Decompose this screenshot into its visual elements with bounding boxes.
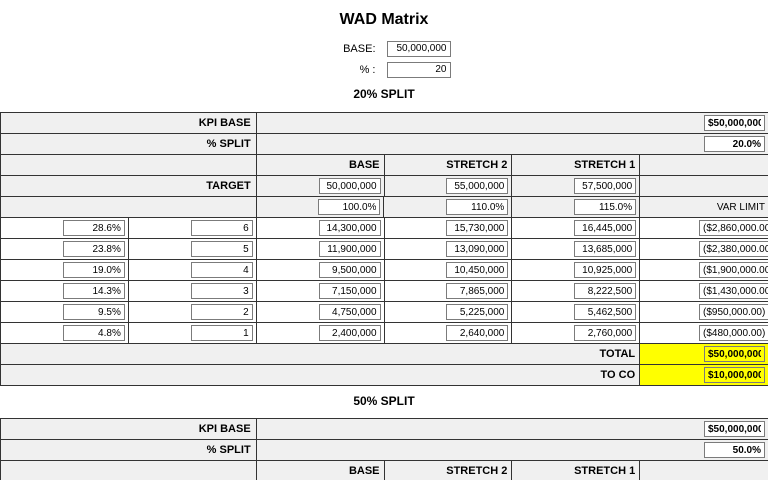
row3-pct-input[interactable]: [63, 262, 125, 278]
column-header-row-2: [1, 461, 768, 480]
row4-stretch2-input[interactable]: [446, 283, 508, 299]
kpi-base-input[interactable]: [704, 115, 765, 131]
multiplier-stretch2-cell: [384, 197, 512, 217]
base-label: BASE:: [343, 42, 376, 55]
to-co-value-cell: [640, 365, 768, 385]
row4-base-input[interactable]: [319, 283, 381, 299]
row6-stretch1-input[interactable]: [574, 325, 636, 341]
split20-heading: 20% SPLIT: [353, 87, 415, 101]
row1-stretch1-input[interactable]: [574, 220, 636, 236]
percent-input[interactable]: [387, 62, 451, 78]
multiplier-base-input[interactable]: [318, 199, 380, 215]
row6-rank-input[interactable]: [191, 325, 253, 341]
kpi-base-value-cell: [257, 113, 768, 133]
col-header-stretch2: STRETCH 2: [385, 155, 513, 175]
kpi-base-row-2: [1, 419, 768, 440]
multiplier-stretch2-input[interactable]: [446, 199, 508, 215]
column-header-row: [1, 155, 768, 176]
row1-rank-input[interactable]: [191, 220, 253, 236]
kpi-base-input-2[interactable]: [704, 421, 765, 437]
row5-base-input[interactable]: [319, 304, 381, 320]
col-header-stretch1-2: STRETCH 1: [512, 461, 640, 480]
kpi-base-label-2: KPI BASE: [1, 419, 257, 439]
target-stretch2-input[interactable]: [446, 178, 508, 194]
table-row: [1, 260, 768, 281]
multiplier-stretch1-input[interactable]: [574, 199, 636, 215]
base-form-row: [0, 40, 768, 57]
pct-split-value-cell-2: [257, 440, 768, 460]
row6-stretch2-input[interactable]: [446, 325, 508, 341]
col-header-varlimit-spacer-2: [640, 461, 768, 480]
target-base-cell: [257, 176, 385, 196]
row5-stretch1-input[interactable]: [574, 304, 636, 320]
pct-split-label: % SPLIT: [1, 134, 257, 154]
row6-base-input[interactable]: [319, 325, 381, 341]
row1-base-input[interactable]: [319, 220, 381, 236]
kpi-base-row: [1, 113, 768, 134]
row1-varlimit-input[interactable]: [699, 220, 768, 236]
row5-rank-input[interactable]: [191, 304, 253, 320]
row6-varlimit-input[interactable]: [699, 325, 768, 341]
target-base-input[interactable]: [319, 178, 381, 194]
pct-split-row-2: [1, 440, 768, 461]
row4-rank-input[interactable]: [191, 283, 253, 299]
row4-pct-input[interactable]: [63, 283, 125, 299]
multiplier-stretch1-cell: [512, 197, 640, 217]
row1-pct-input[interactable]: [63, 220, 125, 236]
page-title: WAD Matrix: [339, 11, 429, 28]
var-limit-label: VAR LIMIT: [640, 197, 768, 217]
pct-split-value-cell: [257, 134, 768, 154]
multiplier-spacer: [1, 197, 257, 217]
to-co-label: TO CO: [1, 365, 640, 385]
table-row: [1, 281, 768, 302]
col-header-varlimit-spacer: [640, 155, 768, 175]
col-header-stretch2-2: STRETCH 2: [385, 461, 513, 480]
col-header-stretch1: STRETCH 1: [512, 155, 640, 175]
total-input[interactable]: [704, 346, 765, 362]
target-stretch1-input[interactable]: [574, 178, 636, 194]
row3-base-input[interactable]: [319, 262, 381, 278]
total-value-cell: [640, 344, 768, 364]
row4-stretch1-input[interactable]: [574, 283, 636, 299]
total-row: [1, 344, 768, 365]
target-label: TARGET: [1, 176, 257, 196]
row2-rank-input[interactable]: [191, 241, 253, 257]
row3-stretch2-input[interactable]: [446, 262, 508, 278]
row1-stretch2-input[interactable]: [446, 220, 508, 236]
row2-stretch2-input[interactable]: [446, 241, 508, 257]
target-stretch1-cell: [512, 176, 640, 196]
row6-pct-input[interactable]: [63, 325, 125, 341]
multiplier-base-cell: [257, 197, 385, 217]
input-form: [0, 40, 768, 78]
row3-stretch1-input[interactable]: [574, 262, 636, 278]
col-header-base: BASE: [257, 155, 385, 175]
page: [0, 11, 768, 480]
multiplier-row: [1, 197, 768, 218]
percent-form-row: [0, 61, 768, 78]
row2-stretch1-input[interactable]: [574, 241, 636, 257]
pct-split-input[interactable]: [704, 136, 765, 152]
pct-split-row: [1, 134, 768, 155]
header-spacer-2: [1, 461, 257, 480]
to-co-row: [1, 365, 768, 386]
table-row: [1, 302, 768, 323]
percent-label: % :: [359, 63, 376, 76]
row3-varlimit-input[interactable]: [699, 262, 768, 278]
total-label: TOTAL: [1, 344, 640, 364]
row5-varlimit-input[interactable]: [699, 304, 768, 320]
row2-base-input[interactable]: [319, 241, 381, 257]
split50-heading: 50% SPLIT: [353, 394, 415, 408]
row2-varlimit-input[interactable]: [699, 241, 768, 257]
split20-table: [0, 112, 768, 386]
target-stretch2-cell: [385, 176, 513, 196]
split50-table: [0, 418, 768, 480]
kpi-base-value-cell-2: [257, 419, 768, 439]
pct-split-input-2[interactable]: [704, 442, 765, 458]
row5-pct-input[interactable]: [63, 304, 125, 320]
table-row: [1, 239, 768, 260]
row3-rank-input[interactable]: [191, 262, 253, 278]
table-row: [1, 323, 768, 344]
pct-split-label-2: % SPLIT: [1, 440, 257, 460]
to-co-input[interactable]: [704, 367, 765, 383]
row2-pct-input[interactable]: [63, 241, 125, 257]
base-input[interactable]: [387, 41, 451, 57]
col-header-base-2: BASE: [257, 461, 385, 480]
kpi-base-label: KPI BASE: [1, 113, 257, 133]
table-row: [1, 218, 768, 239]
row4-varlimit-input[interactable]: [699, 283, 768, 299]
target-varlimit-spacer: [640, 176, 768, 196]
target-row: [1, 176, 768, 197]
header-spacer: [1, 155, 257, 175]
row5-stretch2-input[interactable]: [446, 304, 508, 320]
